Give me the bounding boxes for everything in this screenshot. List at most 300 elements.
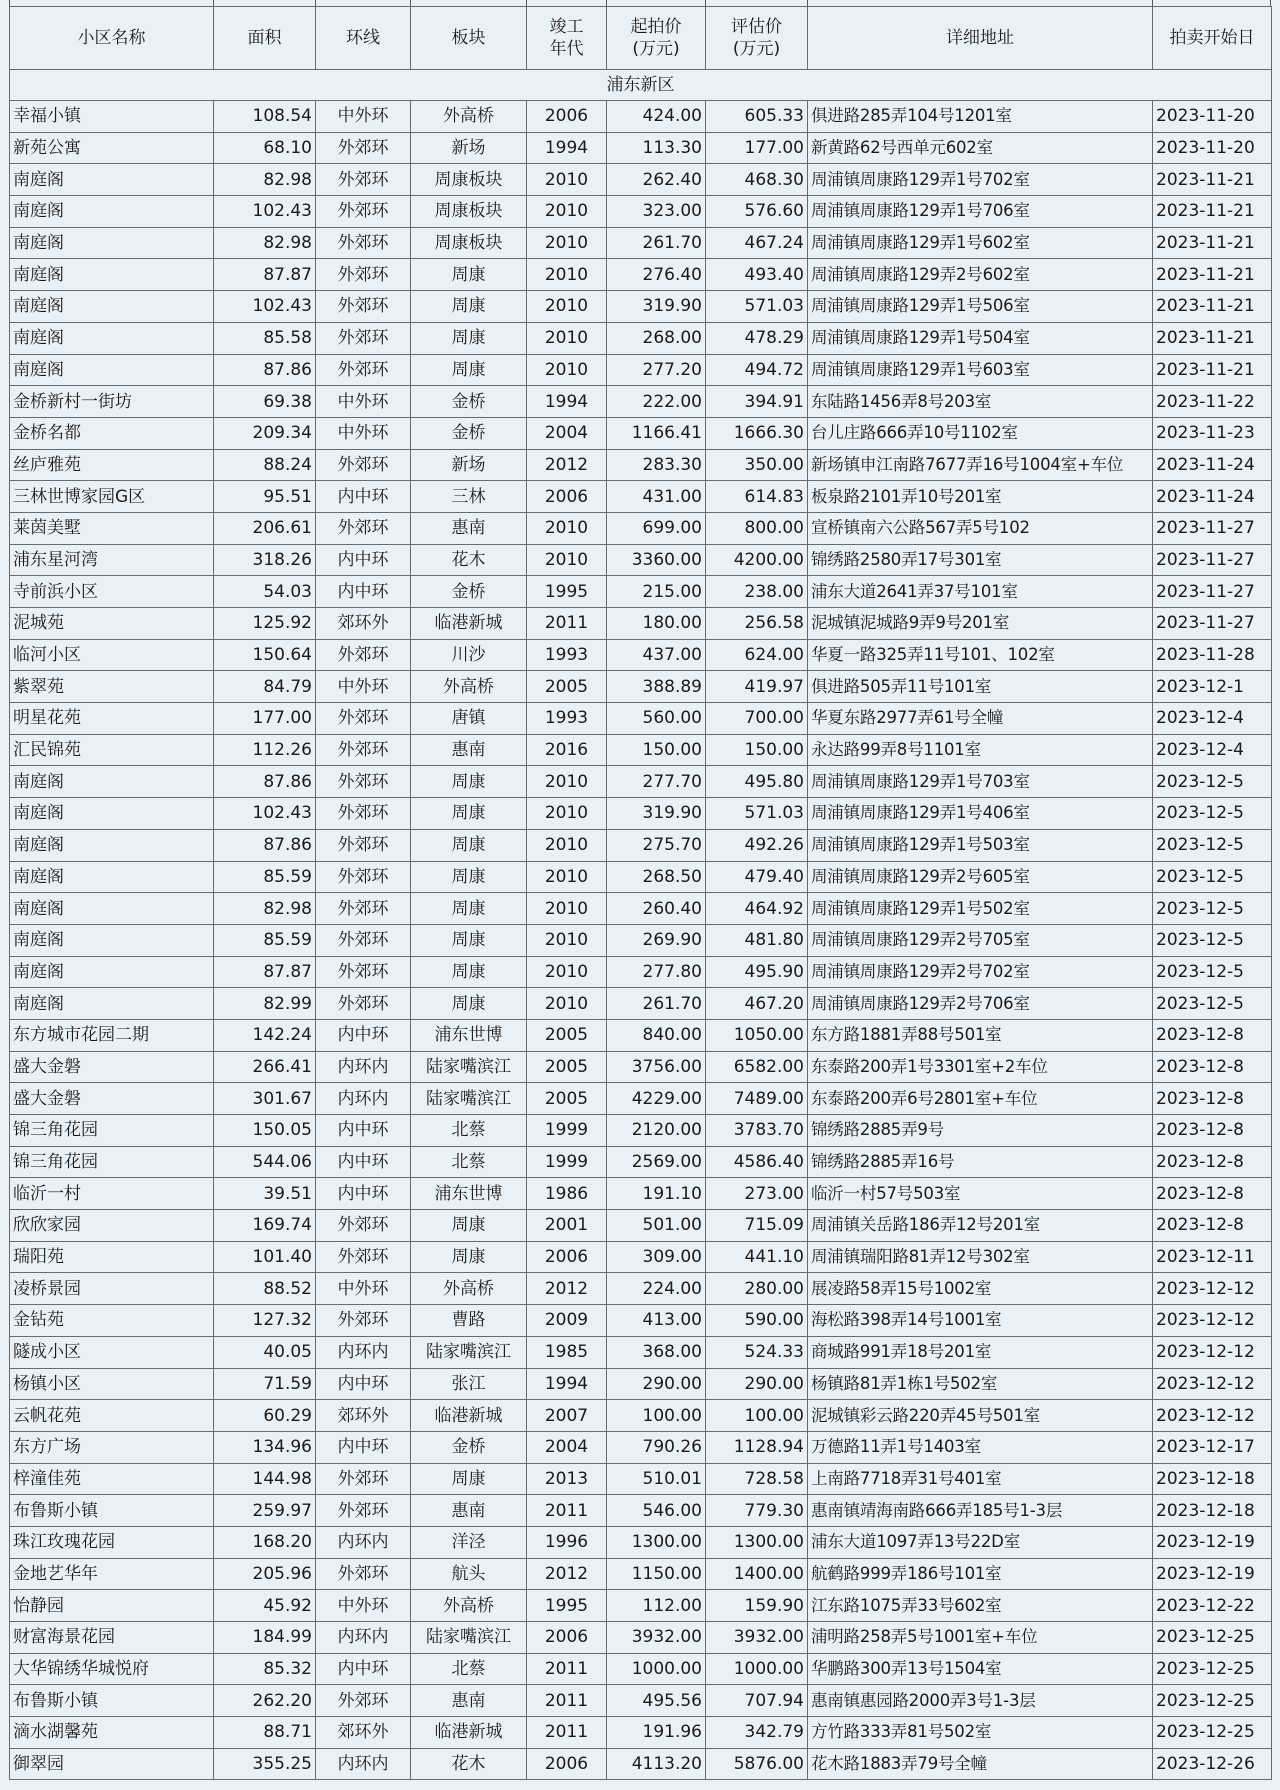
cell-ring: 内环内: [316, 1622, 411, 1654]
cell-ring: 中外环: [316, 101, 411, 133]
cell-year: 1995: [527, 1590, 607, 1622]
cell-start-price: 277.70: [607, 766, 706, 798]
cell-block: 临港新城: [411, 608, 527, 640]
cell-area: 87.86: [214, 766, 316, 798]
cell-name: 盛大金磐: [10, 1051, 214, 1083]
cell-start-price: 2569.00: [607, 1146, 706, 1178]
cell-ring: 外郊环: [316, 291, 411, 323]
cell-year: 2006: [527, 1748, 607, 1780]
cell-start-price: 113.30: [607, 132, 706, 164]
cell-year: 2005: [527, 1019, 607, 1051]
cell-block: 金桥: [411, 386, 527, 418]
cell-year: 2011: [527, 608, 607, 640]
cell-address: 周浦镇周康路129弄1号504室: [808, 322, 1153, 354]
cell-block: 北蔡: [411, 1115, 527, 1147]
cell-date: 2023-11-21: [1153, 354, 1272, 386]
cell-eval-price: 467.20: [706, 988, 808, 1020]
cell-start-price: 424.00: [607, 101, 706, 133]
cell-block: 陆家嘴滨江: [411, 1622, 527, 1654]
cell-area: 127.32: [214, 1305, 316, 1337]
cell-eval-price: 494.72: [706, 354, 808, 386]
cell-block: 外高桥: [411, 101, 527, 133]
table-row: [10, 322, 1272, 354]
cell-year: 1994: [527, 132, 607, 164]
cell-start-price: 261.70: [607, 227, 706, 259]
cell-year: 2009: [527, 1305, 607, 1337]
cell-date: 2023-12-12: [1153, 1368, 1272, 1400]
cell-address: 临沂一村57号503室: [808, 1178, 1153, 1210]
cell-eval-price: 1400.00: [706, 1558, 808, 1590]
header-eval-price: 评估价 (万元): [706, 7, 808, 70]
cell-ring: 外郊环: [316, 1305, 411, 1337]
cell-year: 2012: [527, 449, 607, 481]
cell-name: 南庭阁: [10, 291, 214, 323]
cell-block: 周康: [411, 766, 527, 798]
cell-date: 2023-12-5: [1153, 861, 1272, 893]
cell-eval-price: 280.00: [706, 1273, 808, 1305]
cell-date: 2023-12-5: [1153, 956, 1272, 988]
cell-address: 宣桥镇南六公路567弄5号102: [808, 512, 1153, 544]
cell-block: 张江: [411, 1368, 527, 1400]
cell-eval-price: 150.00: [706, 734, 808, 766]
cell-name: 杨镇小区: [10, 1368, 214, 1400]
auction-table: [9, 6, 1272, 1780]
cell-date: 2023-12-12: [1153, 1336, 1272, 1368]
cell-block: 周康: [411, 924, 527, 956]
cell-start-price: 840.00: [607, 1019, 706, 1051]
cell-eval-price: 238.00: [706, 576, 808, 608]
cell-name: 锦三角花园: [10, 1146, 214, 1178]
cell-date: 2023-12-11: [1153, 1241, 1272, 1273]
cell-name: 南庭阁: [10, 322, 214, 354]
cell-date: 2023-12-8: [1153, 1115, 1272, 1147]
cell-year: 1999: [527, 1115, 607, 1147]
cell-start-price: 262.40: [607, 164, 706, 196]
cell-ring: 内中环: [316, 1431, 411, 1463]
cell-address: 周浦镇周康路129弄1号602室: [808, 227, 1153, 259]
cell-start-price: 413.00: [607, 1305, 706, 1337]
cell-area: 266.41: [214, 1051, 316, 1083]
cell-block: 花木: [411, 544, 527, 576]
table-row: [10, 544, 1272, 576]
cell-name: 欣欣家园: [10, 1210, 214, 1242]
cell-date: 2023-11-20: [1153, 132, 1272, 164]
cell-address: 展凌路58弄15号1002室: [808, 1273, 1153, 1305]
cell-area: 134.96: [214, 1431, 316, 1463]
cell-ring: 内中环: [316, 1368, 411, 1400]
cell-year: 1995: [527, 576, 607, 608]
cell-date: 2023-12-8: [1153, 1210, 1272, 1242]
cell-year: 2016: [527, 734, 607, 766]
cell-start-price: 1166.41: [607, 417, 706, 449]
cell-name: 东方广场: [10, 1431, 214, 1463]
cell-name: 莱茵美墅: [10, 512, 214, 544]
cell-eval-price: 4200.00: [706, 544, 808, 576]
header-row: [10, 7, 1272, 70]
cell-year: 2011: [527, 1685, 607, 1717]
cell-date: 2023-11-23: [1153, 417, 1272, 449]
cell-block: 金桥: [411, 1431, 527, 1463]
region-title: 浦东新区: [10, 70, 1272, 101]
cell-year: 2010: [527, 893, 607, 925]
table-row: [10, 893, 1272, 925]
cell-name: 盛大金磐: [10, 1083, 214, 1115]
cell-area: 82.98: [214, 164, 316, 196]
cell-name: 布鲁斯小镇: [10, 1495, 214, 1527]
cell-start-price: 510.01: [607, 1463, 706, 1495]
cell-start-price: 290.00: [607, 1368, 706, 1400]
cell-ring: 内中环: [316, 1178, 411, 1210]
table-row: [10, 608, 1272, 640]
table-row: [10, 829, 1272, 861]
cell-start-price: 388.89: [607, 671, 706, 703]
cell-ring: 内中环: [316, 576, 411, 608]
cell-area: 125.92: [214, 608, 316, 640]
cell-ring: 外郊环: [316, 227, 411, 259]
cell-year: 1994: [527, 1368, 607, 1400]
cell-year: 2012: [527, 1558, 607, 1590]
cell-date: 2023-12-12: [1153, 1305, 1272, 1337]
cell-address: 俱进路285弄104号1201室: [808, 101, 1153, 133]
cell-date: 2023-11-21: [1153, 227, 1272, 259]
cell-date: 2023-12-19: [1153, 1558, 1272, 1590]
table-row: [10, 1273, 1272, 1305]
cell-block: 临港新城: [411, 1400, 527, 1432]
cell-area: 205.96: [214, 1558, 316, 1590]
cell-address: 泥城镇泥城路9弄9号201室: [808, 608, 1153, 640]
cell-block: 惠南: [411, 1495, 527, 1527]
cell-start-price: 2120.00: [607, 1115, 706, 1147]
cell-name: 南庭阁: [10, 227, 214, 259]
cell-ring: 外郊环: [316, 1495, 411, 1527]
cell-ring: 外郊环: [316, 1241, 411, 1273]
cell-area: 102.43: [214, 798, 316, 830]
cell-area: 85.32: [214, 1653, 316, 1685]
cell-block: 陆家嘴滨江: [411, 1051, 527, 1083]
cell-date: 2023-12-8: [1153, 1019, 1272, 1051]
cell-block: 唐镇: [411, 703, 527, 735]
top-strip: [9, 0, 1271, 6]
cell-year: 2010: [527, 924, 607, 956]
cell-address: 永达路99弄8号1101室: [808, 734, 1153, 766]
cell-area: 85.59: [214, 924, 316, 956]
cell-start-price: 3756.00: [607, 1051, 706, 1083]
cell-date: 2023-11-21: [1153, 291, 1272, 323]
cell-year: 2011: [527, 1495, 607, 1527]
cell-area: 60.29: [214, 1400, 316, 1432]
cell-year: 2010: [527, 259, 607, 291]
table-row: [10, 1400, 1272, 1432]
cell-name: 紫翠苑: [10, 671, 214, 703]
cell-block: 陆家嘴滨江: [411, 1083, 527, 1115]
cell-address: 周浦镇周康路129弄2号605室: [808, 861, 1153, 893]
cell-year: 2010: [527, 988, 607, 1020]
cell-address: 方竹路333弄81号502室: [808, 1717, 1153, 1749]
cell-start-price: 150.00: [607, 734, 706, 766]
cell-eval-price: 481.80: [706, 924, 808, 956]
cell-date: 2023-12-5: [1153, 829, 1272, 861]
table-row: [10, 671, 1272, 703]
cell-start-price: 368.00: [607, 1336, 706, 1368]
cell-block: 周康: [411, 354, 527, 386]
cell-ring: 外郊环: [316, 924, 411, 956]
table-row: [10, 576, 1272, 608]
header-year: 竣工 年代: [527, 7, 607, 70]
cell-start-price: 224.00: [607, 1273, 706, 1305]
cell-date: 2023-12-25: [1153, 1622, 1272, 1654]
cell-ring: 中外环: [316, 671, 411, 703]
cell-date: 2023-12-8: [1153, 1146, 1272, 1178]
cell-start-price: 268.50: [607, 861, 706, 893]
header-address: 详细地址: [808, 7, 1153, 70]
cell-date: 2023-11-21: [1153, 322, 1272, 354]
cell-year: 2006: [527, 1622, 607, 1654]
cell-area: 177.00: [214, 703, 316, 735]
table-row: [10, 1622, 1272, 1654]
cell-area: 259.97: [214, 1495, 316, 1527]
cell-name: 临沂一村: [10, 1178, 214, 1210]
table-row: [10, 1368, 1272, 1400]
cell-area: 142.24: [214, 1019, 316, 1051]
cell-block: 川沙: [411, 639, 527, 671]
table-row: [10, 924, 1272, 956]
cell-ring: 外郊环: [316, 132, 411, 164]
cell-ring: 外郊环: [316, 639, 411, 671]
cell-start-price: 1300.00: [607, 1526, 706, 1558]
table-row: [10, 1463, 1272, 1495]
cell-start-price: 546.00: [607, 1495, 706, 1527]
cell-address: 惠南镇靖海南路666弄185号1-3层: [808, 1495, 1153, 1527]
cell-address: 航鹤路999弄186号101室: [808, 1558, 1153, 1590]
cell-area: 301.67: [214, 1083, 316, 1115]
cell-date: 2023-12-12: [1153, 1400, 1272, 1432]
cell-block: 周康: [411, 861, 527, 893]
cell-date: 2023-12-1: [1153, 671, 1272, 703]
cell-eval-price: 464.92: [706, 893, 808, 925]
cell-date: 2023-12-18: [1153, 1463, 1272, 1495]
cell-eval-price: 495.90: [706, 956, 808, 988]
cell-date: 2023-11-20: [1153, 101, 1272, 133]
cell-ring: 外郊环: [316, 449, 411, 481]
cell-start-price: 501.00: [607, 1210, 706, 1242]
header-ring: 环线: [316, 7, 411, 70]
cell-address: 华鹏路300弄13号1504室: [808, 1653, 1153, 1685]
cell-area: 108.54: [214, 101, 316, 133]
cell-area: 544.06: [214, 1146, 316, 1178]
cell-eval-price: 800.00: [706, 512, 808, 544]
cell-eval-price: 159.90: [706, 1590, 808, 1622]
cell-start-price: 283.30: [607, 449, 706, 481]
header-block: 板块: [411, 7, 527, 70]
cell-year: 2004: [527, 417, 607, 449]
cell-year: 2010: [527, 956, 607, 988]
cell-start-price: 319.90: [607, 798, 706, 830]
cell-name: 大华锦绣华城悦府: [10, 1653, 214, 1685]
table-row: [10, 259, 1272, 291]
header-date: 拍卖开始日: [1153, 7, 1272, 70]
cell-block: 金桥: [411, 576, 527, 608]
cell-start-price: 215.00: [607, 576, 706, 608]
cell-address: 浦明路258弄5号1001室+车位: [808, 1622, 1153, 1654]
cell-date: 2023-12-19: [1153, 1526, 1272, 1558]
cell-name: 财富海景花园: [10, 1622, 214, 1654]
cell-eval-price: 177.00: [706, 132, 808, 164]
cell-year: 2005: [527, 1051, 607, 1083]
table-row: [10, 1083, 1272, 1115]
cell-ring: 内环内: [316, 1083, 411, 1115]
table-row: [10, 1146, 1272, 1178]
cell-date: 2023-12-5: [1153, 766, 1272, 798]
table-row: [10, 449, 1272, 481]
cell-date: 2023-11-27: [1153, 608, 1272, 640]
cell-eval-price: 1000.00: [706, 1653, 808, 1685]
cell-area: 112.26: [214, 734, 316, 766]
table-row: [10, 417, 1272, 449]
cell-area: 87.86: [214, 829, 316, 861]
cell-ring: 外郊环: [316, 988, 411, 1020]
cell-address: 江东路1075弄33号602室: [808, 1590, 1153, 1622]
cell-year: 1993: [527, 703, 607, 735]
table-row: [10, 988, 1272, 1020]
cell-ring: 郊环外: [316, 1400, 411, 1432]
cell-start-price: 222.00: [607, 386, 706, 418]
cell-date: 2023-11-24: [1153, 481, 1272, 513]
cell-area: 39.51: [214, 1178, 316, 1210]
cell-name: 梓潼佳苑: [10, 1463, 214, 1495]
cell-ring: 中外环: [316, 1590, 411, 1622]
cell-date: 2023-12-25: [1153, 1653, 1272, 1685]
cell-start-price: 495.56: [607, 1685, 706, 1717]
cell-name: 南庭阁: [10, 766, 214, 798]
cell-start-price: 277.80: [607, 956, 706, 988]
cell-eval-price: 700.00: [706, 703, 808, 735]
cell-date: 2023-12-26: [1153, 1748, 1272, 1780]
cell-block: 花木: [411, 1748, 527, 1780]
cell-name: 南庭阁: [10, 164, 214, 196]
cell-start-price: 790.26: [607, 1431, 706, 1463]
cell-ring: 外郊环: [316, 322, 411, 354]
cell-date: 2023-12-25: [1153, 1685, 1272, 1717]
cell-block: 浦东世博: [411, 1178, 527, 1210]
cell-block: 航头: [411, 1558, 527, 1590]
cell-address: 花木路1883弄79号全幢: [808, 1748, 1153, 1780]
cell-ring: 外郊环: [316, 798, 411, 830]
cell-ring: 外郊环: [316, 164, 411, 196]
cell-block: 周康板块: [411, 227, 527, 259]
cell-block: 周康: [411, 291, 527, 323]
cell-address: 上南路7718弄31号401室: [808, 1463, 1153, 1495]
table-row: [10, 1210, 1272, 1242]
cell-block: 三林: [411, 481, 527, 513]
cell-block: 外高桥: [411, 1273, 527, 1305]
cell-date: 2023-11-22: [1153, 386, 1272, 418]
cell-date: 2023-12-22: [1153, 1590, 1272, 1622]
header-name: 小区名称: [10, 7, 214, 70]
cell-block: 惠南: [411, 512, 527, 544]
cell-address: 周浦镇周康路129弄1号702室: [808, 164, 1153, 196]
cell-block: 洋泾: [411, 1526, 527, 1558]
cell-name: 三林世博家园G区: [10, 481, 214, 513]
cell-block: 周康: [411, 1241, 527, 1273]
region-row: [10, 70, 1272, 101]
cell-name: 金桥新村一街坊: [10, 386, 214, 418]
cell-ring: 外郊环: [316, 829, 411, 861]
cell-ring: 外郊环: [316, 1463, 411, 1495]
cell-start-price: 4229.00: [607, 1083, 706, 1115]
cell-area: 84.79: [214, 671, 316, 703]
cell-eval-price: 3783.70: [706, 1115, 808, 1147]
cell-ring: 郊环外: [316, 608, 411, 640]
cell-date: 2023-12-4: [1153, 703, 1272, 735]
cell-date: 2023-12-5: [1153, 988, 1272, 1020]
cell-ring: 外郊环: [316, 766, 411, 798]
cell-area: 150.05: [214, 1115, 316, 1147]
cell-date: 2023-12-5: [1153, 924, 1272, 956]
cell-address: 浦东大道2641弄37号101室: [808, 576, 1153, 608]
table-row: [10, 1685, 1272, 1717]
cell-block: 周康: [411, 829, 527, 861]
cell-start-price: 180.00: [607, 608, 706, 640]
cell-name: 滴水湖馨苑: [10, 1717, 214, 1749]
cell-eval-price: 492.26: [706, 829, 808, 861]
cell-start-price: 191.96: [607, 1717, 706, 1749]
cell-year: 2004: [527, 1431, 607, 1463]
cell-block: 浦东世博: [411, 1019, 527, 1051]
cell-eval-price: 467.24: [706, 227, 808, 259]
cell-address: 周浦镇周康路129弄1号603室: [808, 354, 1153, 386]
cell-area: 54.03: [214, 576, 316, 608]
cell-year: 2010: [527, 164, 607, 196]
cell-year: 2010: [527, 354, 607, 386]
cell-address: 台儿庄路666弄10号1102室: [808, 417, 1153, 449]
cell-eval-price: 3932.00: [706, 1622, 808, 1654]
table-row: [10, 512, 1272, 544]
cell-eval-price: 478.29: [706, 322, 808, 354]
cell-name: 御翠园: [10, 1748, 214, 1780]
cell-name: 南庭阁: [10, 861, 214, 893]
cell-ring: 内中环: [316, 481, 411, 513]
cell-area: 87.87: [214, 259, 316, 291]
cell-address: 周浦镇周康路129弄2号706室: [808, 988, 1153, 1020]
cell-ring: 外郊环: [316, 1558, 411, 1590]
listing-sheet: [9, 0, 1271, 1780]
cell-ring: 内环内: [316, 1051, 411, 1083]
cell-name: 南庭阁: [10, 196, 214, 228]
cell-eval-price: 493.40: [706, 259, 808, 291]
cell-year: 2010: [527, 544, 607, 576]
cell-year: 1996: [527, 1526, 607, 1558]
cell-eval-price: 779.30: [706, 1495, 808, 1527]
cell-eval-price: 419.97: [706, 671, 808, 703]
cell-name: 临河小区: [10, 639, 214, 671]
cell-name: 金钻苑: [10, 1305, 214, 1337]
cell-date: 2023-12-25: [1153, 1717, 1272, 1749]
cell-address: 泥城镇彩云路220弄45号501室: [808, 1400, 1153, 1432]
cell-address: 板泉路2101弄10号201室: [808, 481, 1153, 513]
cell-start-price: 4113.20: [607, 1748, 706, 1780]
cell-block: 临港新城: [411, 1717, 527, 1749]
cell-name: 金桥名都: [10, 417, 214, 449]
cell-year: 2010: [527, 861, 607, 893]
cell-area: 95.51: [214, 481, 316, 513]
cell-address: 周浦镇瑞阳路81弄12号302室: [808, 1241, 1153, 1273]
cell-year: 1993: [527, 639, 607, 671]
cell-area: 262.20: [214, 1685, 316, 1717]
cell-eval-price: 614.83: [706, 481, 808, 513]
cell-year: 1986: [527, 1178, 607, 1210]
cell-ring: 外郊环: [316, 734, 411, 766]
cell-address: 海松路398弄14号1001室: [808, 1305, 1153, 1337]
